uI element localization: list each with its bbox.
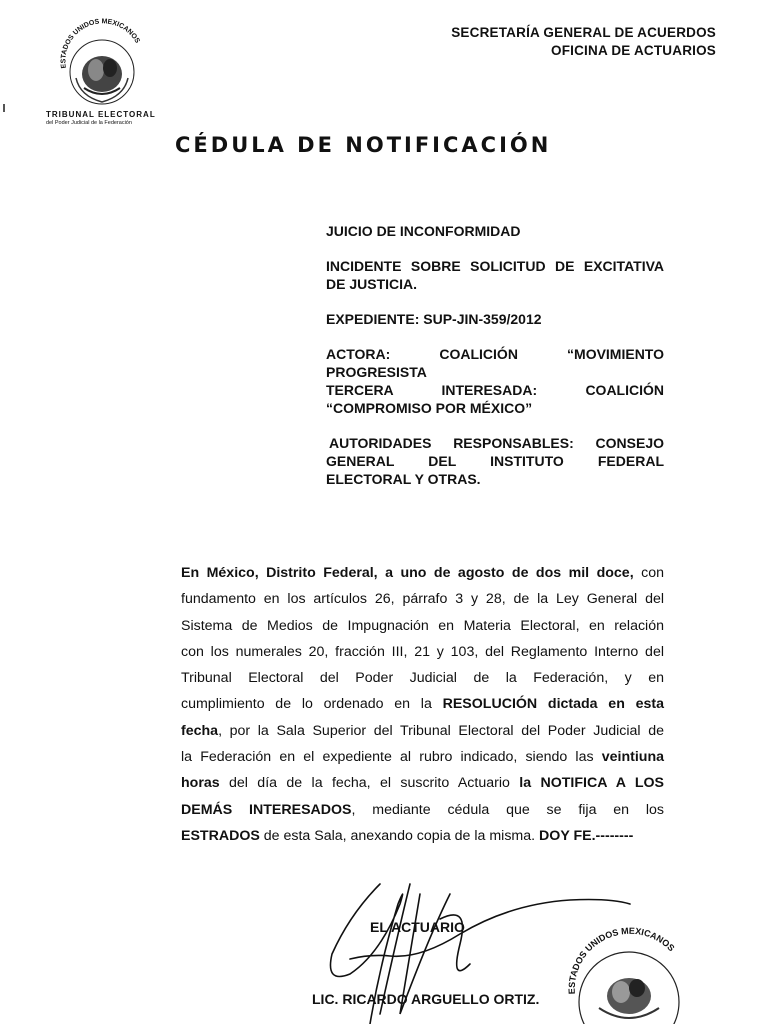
actora-line-2: PROGRESISTA: [326, 364, 427, 380]
margin-mark: [3, 104, 5, 112]
body-bold: fecha: [181, 722, 219, 739]
actora-line-1: ACTORA: COALICIÓN “MOVIMIENTO: [326, 346, 664, 362]
body-text: Sistema de Medios de Impugnación en Materia Electoral, en relación: [181, 617, 664, 634]
body-text: de esta Sala, anexando copia de la misma.: [259, 827, 540, 844]
body-bold: DOY FE.--------: [539, 827, 634, 844]
autoridades-line-2: GENERAL DEL INSTITUTO FEDERAL: [326, 453, 664, 469]
header-line-1: SECRETARÍA GENERAL DE ACUERDOS: [451, 25, 716, 40]
tercera-line-2: “COMPROMISO POR MÉXICO”: [326, 400, 533, 416]
body-text: del día de la fecha, el suscrito Actuario: [219, 775, 520, 792]
body-line-4: [181, 639, 664, 665]
tercera-line-1: TERCERA INTERESADA: COALICIÓN: [326, 382, 664, 398]
document-title: CÉDULA DE NOTIFICACIÓN: [175, 133, 552, 157]
juicio-line: JUICIO DE INCONFORMIDAD: [326, 223, 521, 239]
autoridades-line-1: AUTORIDADES RESPONSABLES: CONSEJO: [329, 435, 664, 451]
incidente-line-1: INCIDENTE SOBRE SOLICITUD DE EXCITATIVA: [326, 258, 664, 274]
body-line-5: [181, 665, 664, 691]
official-stamp-icon: [565, 924, 695, 1024]
body-text: con: [633, 565, 664, 581]
mexican-seal-icon: [40, 18, 170, 110]
body-line-1: [181, 560, 664, 586]
expediente-line: EXPEDIENTE: SUP-JIN-359/2012: [326, 311, 542, 327]
org-subtitle: del Poder Judicial de la Federación: [46, 120, 132, 126]
body-text: la Federación en el expediente al rubro indicado, siendo las: [181, 749, 602, 766]
org-name: TRIBUNAL ELECTORAL: [46, 110, 156, 119]
body-line-3: [181, 613, 664, 639]
body-line-10: [181, 797, 664, 823]
notification-body: [181, 560, 664, 849]
body-date: En México, Distrito Federal, a uno de agosto de dos mil doce,: [181, 565, 634, 581]
body-line-6: [181, 691, 664, 717]
body-bold: RESOLUCIÓN dictada en esta: [442, 696, 664, 713]
body-bold: veintiuna: [601, 749, 664, 766]
body-text: con los numerales 20, fracción III, 21 y 103, del Reglamento Interno del: [181, 643, 664, 660]
body-line-9: [181, 770, 664, 796]
body-line-8: [181, 744, 664, 770]
body-text: , mediante cédula que se fija en los: [351, 801, 665, 818]
tribunal-logo: [40, 18, 170, 128]
header-line-2: OFICINA DE ACTUARIOS: [551, 43, 716, 58]
body-text: cumplimiento de lo ordenado en la: [181, 696, 443, 713]
body-line-2: [181, 586, 664, 612]
body-line-7: [181, 718, 664, 744]
body-bold: ESTRADOS: [181, 827, 260, 844]
signer-role: EL ACTUARIO: [370, 919, 465, 935]
body-text: , por la Sala Superior del Tribunal Electoral del Poder Judicial de: [218, 722, 664, 739]
incidente-line-2: DE JUSTICIA.: [326, 276, 418, 292]
case-block: [326, 222, 664, 488]
signer-name: LIC. RICARDO ARGUELLO ORTIZ.: [312, 991, 540, 1007]
autoridades-line-3: ELECTORAL Y OTRAS.: [326, 471, 481, 487]
seal-text: ESTADOS UNIDOS MEXICANOS: [60, 18, 141, 69]
body-bold: la NOTIFICA A LOS: [519, 775, 664, 792]
body-text: Tribunal Electoral del Poder Judicial de la Federación, y en: [181, 670, 664, 687]
body-text: fundamento en los artículos 26, párrafo 3 y 28, de la Ley General del: [181, 591, 664, 608]
body-bold: DEMÁS INTERESADOS: [181, 801, 352, 818]
stamp-text: ESTADOS UNIDOS MEXICANOS: [566, 925, 677, 995]
body-line-11: [181, 823, 664, 849]
body-bold: horas: [181, 775, 220, 792]
